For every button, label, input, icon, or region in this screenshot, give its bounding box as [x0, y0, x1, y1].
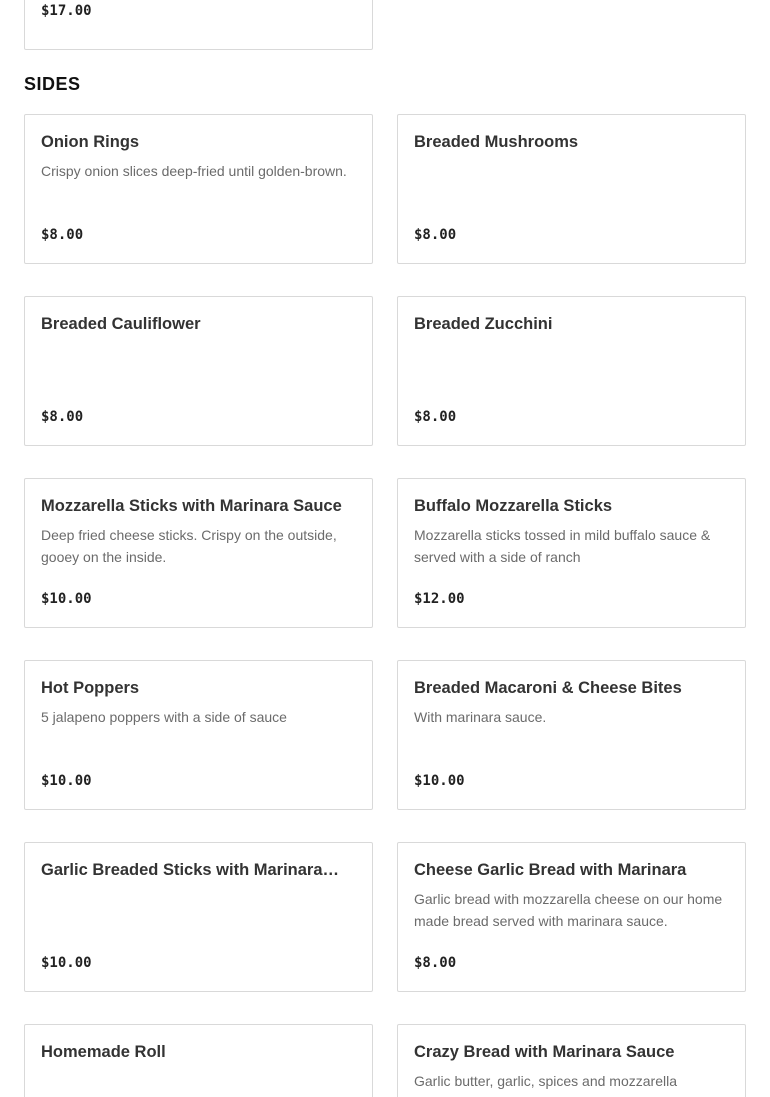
menu-item-card[interactable]	[397, 478, 746, 628]
menu-item-card[interactable]	[24, 842, 373, 992]
section-title: SIDES	[24, 74, 81, 94]
menu-item-card[interactable]	[397, 296, 746, 446]
menu-item-card[interactable]	[397, 660, 746, 810]
item-name: Hot Poppers	[41, 679, 140, 697]
item-price: $8.00	[414, 955, 457, 971]
item-name: Mozzarella Sticks with Marinara Sauce	[41, 497, 342, 515]
item-name: Onion Rings	[41, 133, 140, 151]
menu-item-card[interactable]	[24, 478, 373, 628]
item-name: Buffalo Mozzarella Sticks	[414, 497, 613, 515]
item-description: Crispy onion slices deep-fried until golden-brown.	[41, 163, 347, 179]
item-name: Garlic Breaded Sticks with Marinara…	[41, 861, 340, 879]
item-price: $8.00	[41, 409, 84, 425]
item-price: $8.00	[414, 409, 457, 425]
item-name: Breaded Cauliflower	[41, 315, 201, 333]
item-name: Breaded Macaroni & Cheese Bites	[414, 679, 682, 697]
item-price: $10.00	[41, 591, 92, 607]
item-price: $17.00	[41, 3, 92, 19]
item-price: $10.00	[41, 955, 92, 971]
menu-item-card[interactable]	[24, 660, 373, 810]
menu-item-card[interactable]	[397, 114, 746, 264]
item-price: $10.00	[414, 773, 465, 789]
item-name: Breaded Mushrooms	[414, 133, 579, 151]
item-description: Garlic butter, garlic, spices and mozzarella	[414, 1073, 677, 1089]
item-price: $8.00	[414, 227, 457, 243]
item-price: $10.00	[41, 773, 92, 789]
item-description: 5 jalapeno poppers with a side of sauce	[41, 709, 287, 725]
item-name: Homemade Roll	[41, 1043, 166, 1061]
menu-item-card[interactable]	[24, 296, 373, 446]
item-price: $12.00	[414, 591, 465, 607]
menu-item-card[interactable]	[24, 114, 373, 264]
item-description: With marinara sauce.	[414, 709, 547, 725]
item-name: Crazy Bread with Marinara Sauce	[414, 1043, 675, 1061]
item-price: $8.00	[41, 227, 84, 243]
item-name: Breaded Zucchini	[414, 315, 553, 333]
menu-item-card[interactable]	[24, 1024, 373, 1097]
item-description: Deep fried cheese sticks. Crispy on the outside, gooey on the inside.	[41, 527, 337, 565]
previous-menu-item-card[interactable]	[24, 0, 373, 50]
item-description: Garlic bread with mozzarella cheese on our home made bread served with marinara sauce.	[414, 891, 723, 929]
item-description: Mozzarella sticks tossed in mild buffalo sauce & served with a side of ranch	[414, 527, 711, 565]
menu-item-card[interactable]	[397, 842, 746, 992]
menu-item-card[interactable]	[397, 1024, 746, 1097]
item-name: Cheese Garlic Bread with Marinara	[414, 861, 687, 879]
